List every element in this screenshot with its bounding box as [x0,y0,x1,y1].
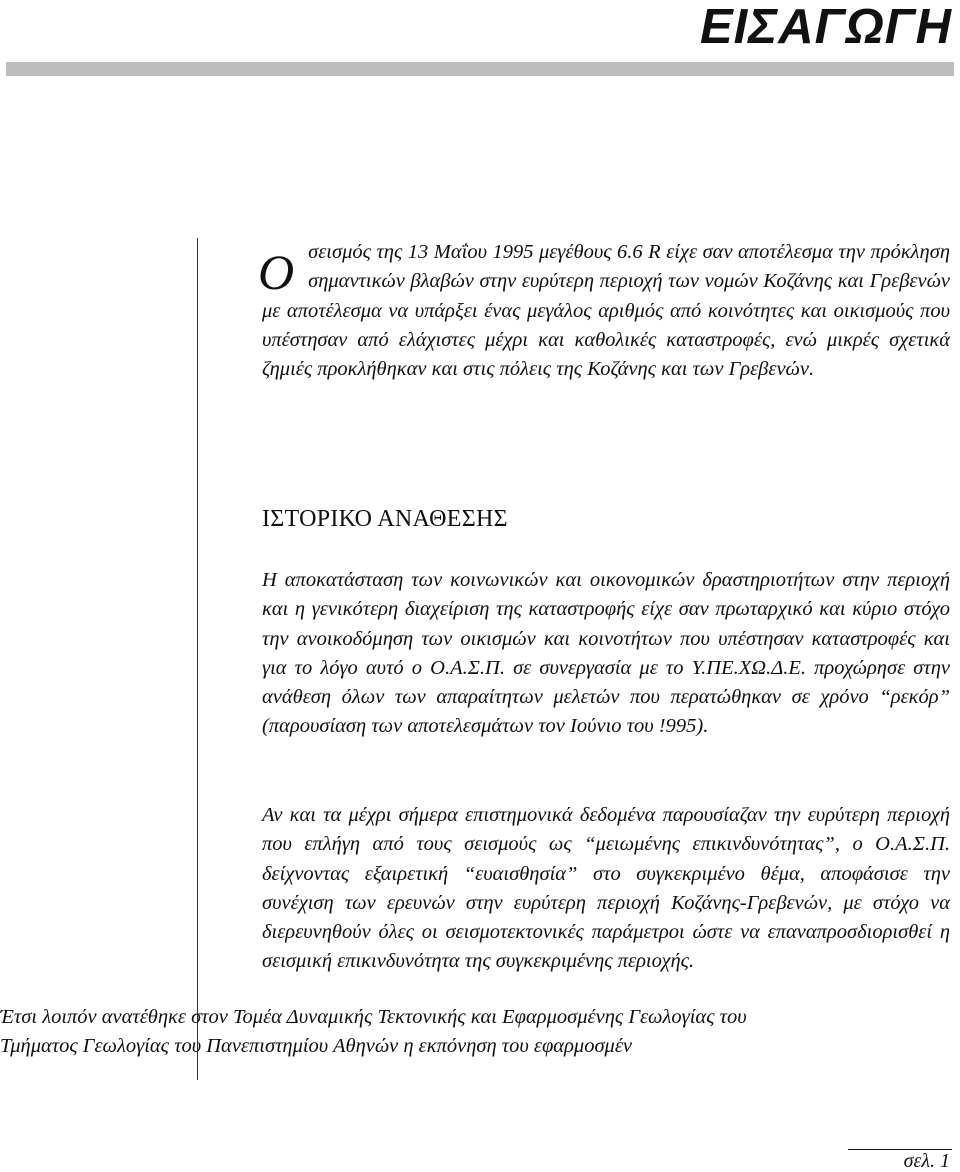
margin-rule [197,238,198,1080]
paragraph-2: Αν και τα μέχρι σήμερα επιστημονικά δεδομένα παρουσίαζαν την ευρύτερη περιοχή που επλήγη από τους σεισμούς ως “μειωμένης επικινδυνότητας”, ο Ο.Α.Σ.Π. δείχνοντας εξαιρετική “ευαισθησία” στο συγκεκριμένο θέμα, αποφάσισε την συνέχιση των ερευνών στην ευρύτερη περιοχή Κοζάνης-Γρεβενών, με στόχο να διερευνηθούν όλες οι σεισμοτεκτονικές παράμετροι ώστε να επαναπροσδιορισθεί η σεισμική επικινδυνότητα της συγκεκριμένης περιοχής. [262,804,950,973]
wide-text-line-1: Έτσι λοιπόν ανατέθηκε στον Τομέα Δυναμικής Τεκτονικής και Εφαρμοσμένης Γεωλογίας του [0,1006,747,1028]
page-title: ΕΙΣΑΓΩΓΗ [699,0,952,54]
intro-paragraph [258,238,950,384]
page-number: σελ. 1 [903,1150,950,1172]
title-underline-bar [6,62,954,76]
paragraph-1: Η αποκατάσταση των κοινωνικών και οικονομικών δραστηριοτήτων στην περιοχή και η γενικότερη διαχείριση της καταστροφής είχε σαν πρωταρχικό και κύριο στόχο την ανοικοδόμηση των οικισμών και κοινοτήτων που υπέστησαν καταστροφές και για το λόγο αυτό ο Ο.Α.Σ.Π. σε συνεργασία με το Υ.ΠΕ.ΧΩ.Δ.Ε. προχώρησε στην ανάθεση όλων των απαραίτητων μελετών που περατώθηκαν σε χρόνο “ρεκόρ” (παρουσίαση των αποτελεσμάτων τον Ιούνιο του !995). [262,569,950,738]
intro-text: σεισμός της 13 Μαΐου 1995 μεγέθους 6.6 R είχε σαν αποτέλεσμα την πρόκληση σημαντικών βλαβών στην ευρύτερη περιοχή των νομών Κοζάνης και Γρεβενών με αποτέλεσμα να υπάρξει ένας μεγάλος αριθμός από κοινότητες και οικισμούς που υπέστησαν από ελάχιστες μέχρι και καθολικές καταστροφές, ενώ μικρές σχετικά ζημιές προκλήθηκαν και στις πόλεις της Κοζάνης και των Γρεβενών. [262,241,950,381]
drop-cap: Ο [258,244,295,300]
section-heading: ΙΣΤΟΡΙΚΟ ΑΝΑΘΕΣΗΣ [262,506,508,532]
wide-text-line-2: Τμήματος Γεωλογίας του Πανεπιστημίου Αθηνών η εκπόνηση του εφαρμοσμέν [0,1035,633,1057]
